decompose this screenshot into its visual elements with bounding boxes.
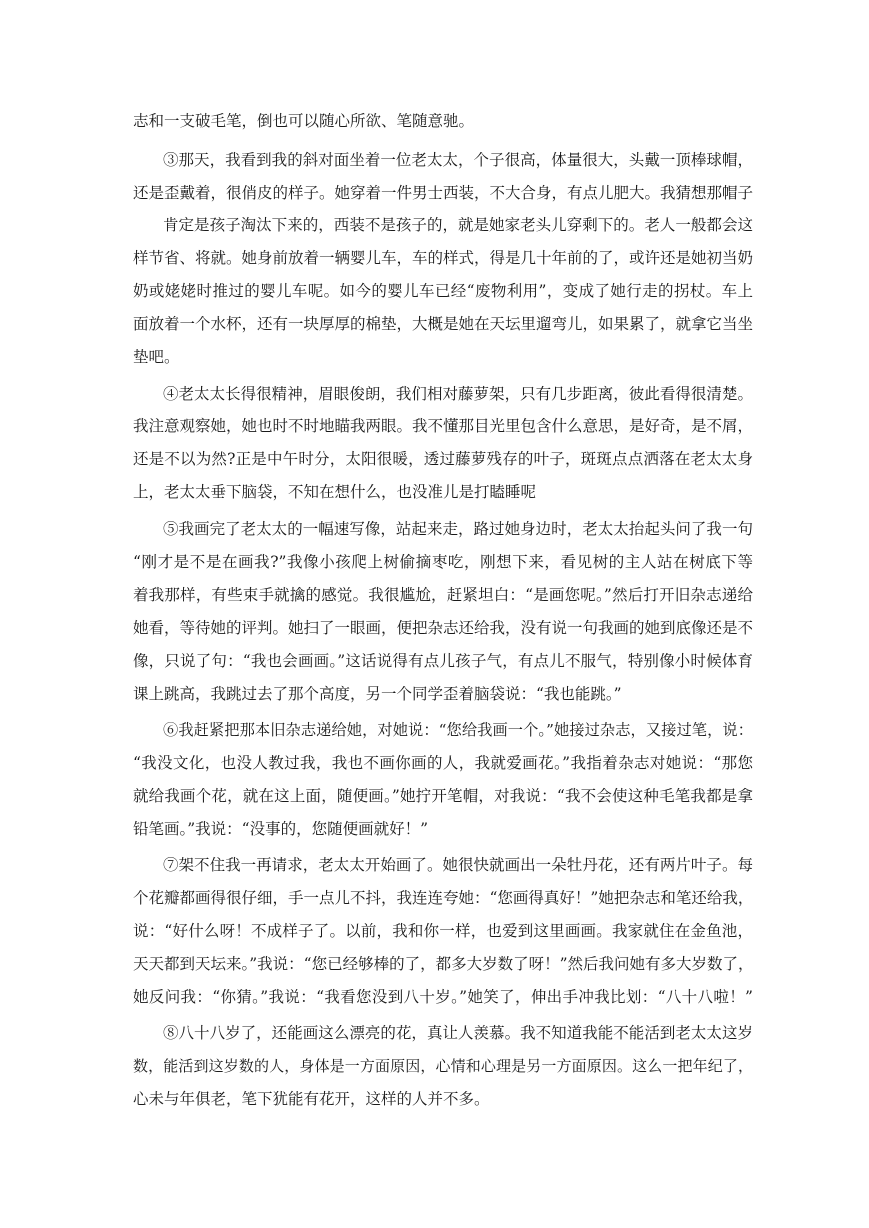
- text-line: 她反问我：“你猜。”我说：“我看您没到八十岁。”她笑了，伸出手冲我比划：“八十八啦！”: [133, 988, 753, 1006]
- text-line: 奶或姥姥时推过的婴儿车呢。如今的婴儿车已经“废物利用”，变成了她行走的拐杖。车上: [133, 282, 753, 300]
- text-line: 着我那样，有些束手就擒的感觉。我很尴尬，赶紧坦白：“是画您呢。”然后打开旧杂志递给: [133, 586, 753, 604]
- text-line: 心未与年俱老，笔下犹能有花开，这样的人并不多。: [133, 1090, 490, 1108]
- text-line: “刚才是不是在画我?”我像小孩爬上树偷摘枣吃，刚想下来，看见树的主人站在树底下等: [133, 553, 753, 571]
- text-line: 像，只说了句：“我也会画画。”这话说得有点儿孩子气，有点儿不服气，特别像小时候体育: [133, 652, 753, 670]
- paragraph-6-first-line: ⑥我赶紧把那本旧杂志递给她，对她说：“您给我画一个。”她接过杂志，又接过笔，说：: [163, 721, 753, 739]
- text-line: 个花瓣都画得很仔细，手一点儿不抖，我连连夸她：“您画得真好！”她把杂志和笔还给我，: [133, 889, 754, 907]
- paragraph-4-first-line: ④老太太长得很精神，眉眼俊朗，我们相对藤萝架，只有几步距离，彼此看得很清楚。: [163, 385, 753, 403]
- paragraph-3-first-line: ③那天，我看到我的斜对面坐着一位老太太，个子很高，体量很大，头戴一顶棒球帽，: [163, 151, 753, 169]
- text-line: 她看，等待她的评判。她扫了一眼画，便把杂志还给我，没有说一句我画的她到底像还是不: [133, 619, 754, 637]
- paragraph-7-first-line: ⑦架不住我一再请求，老太太开始画了。她很快就画出一朵牡丹花，还有两片叶子。每: [163, 856, 753, 874]
- paragraph-8-first-line: ⑧八十八岁了，还能画这么漂亮的花，真让人羡慕。我不知道我能不能活到老太太这岁: [163, 1024, 753, 1042]
- text-line: 我注意观察她，她也时不时地瞄我两眼。我不懂那目光里包含什么意思，是好奇，是不屑，: [133, 417, 754, 435]
- text-line: 样节省、将就。她身前放着一辆婴儿车，车的样式，得是几十年前的了，或许还是她初当奶: [133, 249, 754, 267]
- text-line: 铅笔画。”我说：“没事的，您随便画就好！”: [133, 820, 429, 838]
- text-line: 数，能活到这岁数的人，身体是一方面原因，心情和心理是另一方面原因。这么一把年纪了，: [133, 1057, 753, 1075]
- text-line: “我没文化，也没人教过我，我也不画你画的人，我就爱画花。”我指着杂志对她说：“那您: [133, 754, 753, 772]
- text-line: 课上跳高，我跳过去了那个高度，另一个同学歪着脑袋说：“我也能跳。”: [133, 685, 622, 703]
- text-line: 肯定是孩子淘汰下来的，西装不是孩子的，就是她家老头儿穿剩下的。老人一般都会这: [163, 216, 753, 234]
- text-line: 说：“好什么呀！不成样子了。以前，我和你一样，也爱到这里画画。我家就住在金鱼池，: [133, 922, 753, 940]
- text-line: 就给我画个花，就在这上面，随便画。”她拧开笔帽，对我说：“我不会使这种毛笔我都是拿: [133, 787, 753, 805]
- paragraph-5-first-line: ⑤我画完了老太太的一幅速写像，站起来走，路过她身边时，老太太抬起头问了我一句: [163, 520, 753, 538]
- text-line: 垫吧。: [133, 348, 180, 366]
- text-line: 志和一支破毛笔，倒也可以随心所欲、笔随意驰。: [133, 112, 475, 130]
- text-line: 面放着一个水杯，还有一块厚厚的棉垫，大概是她在天坛里遛弯儿，如果累了，就拿它当坐: [133, 315, 754, 333]
- text-line: 上，老太太垂下脑袋，不知在想什么，也没准儿是打瞌睡呢: [133, 483, 537, 501]
- text-line: 还是歪戴着，很俏皮的样子。她穿着一件男士西装，不大合身，有点儿肥大。我猜想那帽子: [133, 184, 754, 202]
- text-line: 还是不以为然?正是中午时分，太阳很暖，透过藤萝残存的叶子，斑斑点点洒落在老太太身: [133, 450, 753, 468]
- text-line: 天天都到天坛来。”我说：“您已经够棒的了，都多大岁数了呀！”然后我问她有多大岁数了，: [133, 955, 754, 973]
